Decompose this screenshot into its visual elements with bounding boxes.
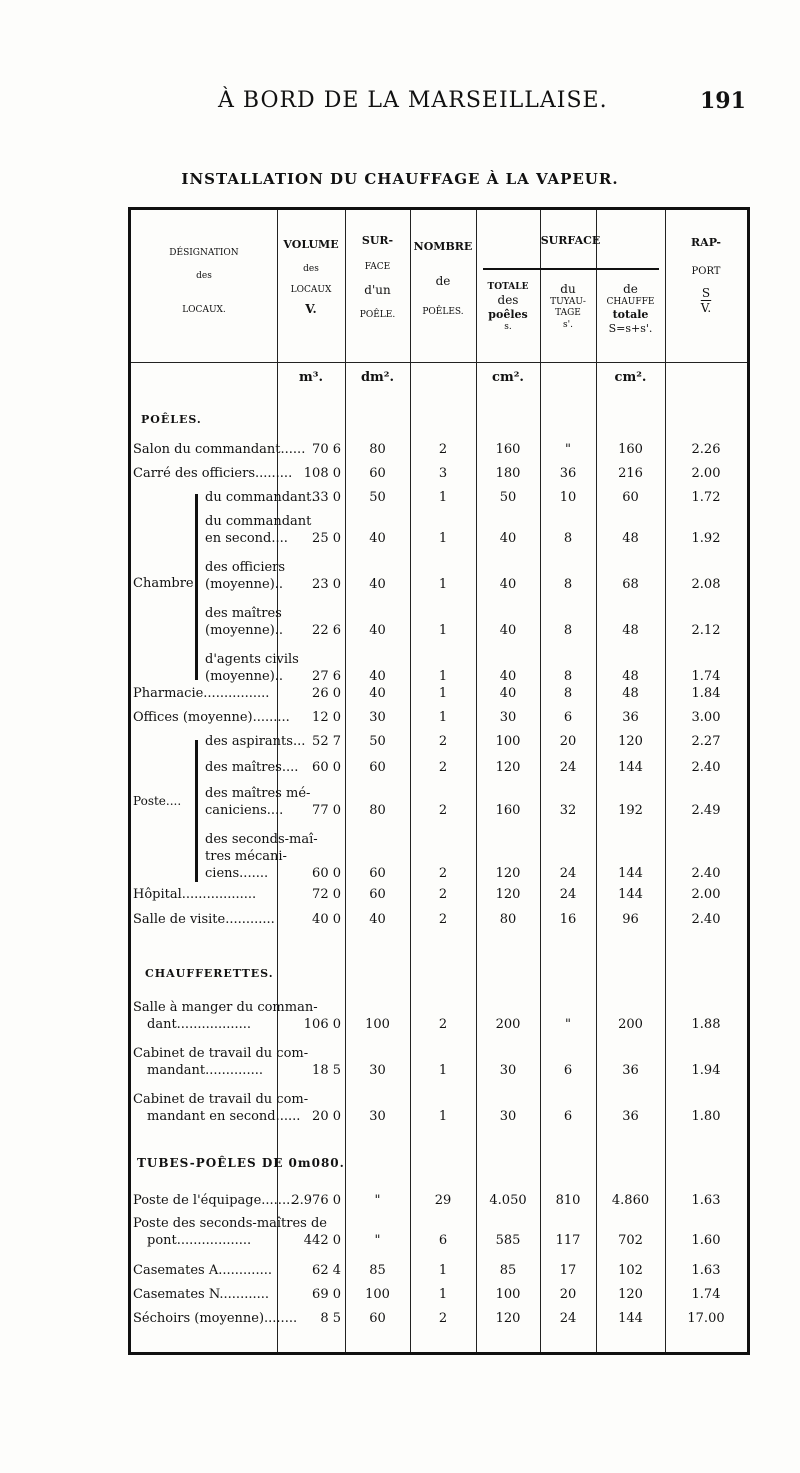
cell-n: 1 — [438, 1063, 448, 1078]
brace-label-poste: Poste.... — [133, 794, 182, 808]
cell-n: 1 — [438, 577, 448, 592]
cell-v: 60 0 — [312, 760, 341, 775]
cell-r: 2.00 — [691, 887, 721, 902]
cell-c: 144 — [618, 866, 643, 881]
cell-n: 2 — [438, 912, 448, 927]
cell-f: 60 — [369, 1311, 386, 1326]
cell-t: 6 — [563, 710, 573, 725]
cell-t: 10 — [559, 490, 577, 505]
cell-f: 40 — [369, 669, 386, 684]
cell-n: 1 — [438, 669, 448, 684]
cell-c: 4.860 — [611, 1193, 650, 1208]
header-rapport: RAP- PORT S V. — [691, 236, 721, 316]
cell-r: 2.27 — [691, 734, 721, 749]
cell-v: 8 5 — [320, 1311, 341, 1326]
cell-n: 2 — [438, 734, 448, 749]
cell-c: 160 — [618, 442, 643, 457]
cell-v: 20 0 — [312, 1109, 341, 1124]
cell-c: 120 — [618, 1287, 643, 1302]
cell-f: 80 — [369, 442, 386, 457]
cell-r: 1.88 — [691, 1017, 721, 1032]
cell-n: 6 — [438, 1233, 448, 1248]
cell-s: 120 — [495, 866, 521, 881]
row-label: mandant en second...... — [147, 1109, 301, 1124]
cell-r: 1.74 — [691, 1287, 721, 1302]
cell-t: 32 — [559, 803, 577, 818]
cell-t: 17 — [559, 1263, 577, 1278]
row-label: des aspirants... — [205, 734, 306, 749]
cell-s: 30 — [499, 710, 517, 725]
cell-n: 2 — [438, 760, 448, 775]
cell-c: 192 — [618, 803, 643, 818]
cell-t: 24 — [559, 760, 577, 775]
row-label: des maîtres — [205, 606, 282, 621]
cell-v: 2.976 0 — [291, 1193, 341, 1208]
cell-n: 1 — [438, 490, 448, 505]
cell-f: " — [374, 1193, 381, 1208]
cell-v: 60 0 — [312, 866, 341, 881]
cell-n: 2 — [438, 866, 448, 881]
cell-s: 40 — [499, 577, 517, 592]
cell-t: " — [565, 1017, 571, 1032]
row-label: Casemates N............ — [133, 1287, 269, 1302]
cell-c: 48 — [622, 669, 639, 684]
header-designation: DÉSIGNATION des LOCAUX. — [169, 248, 239, 315]
cell-c: 48 — [622, 686, 639, 701]
header-surface-poele: SUR- FACE d'un POÊLE. — [359, 234, 396, 320]
cell-f: 60 — [369, 887, 386, 902]
cell-v: 40 0 — [312, 912, 341, 927]
cell-s: 40 — [499, 623, 517, 638]
cell-c: 36 — [622, 1109, 639, 1124]
cell-c: 36 — [622, 1063, 639, 1078]
cell-n: 1 — [438, 531, 448, 546]
section-poeles: POÊLES. — [141, 413, 202, 426]
row-label: Salon du commandant...... — [133, 442, 306, 457]
cell-c: 144 — [618, 760, 643, 775]
row-label: du commandant. — [205, 490, 316, 505]
cell-v: 33 0 — [312, 490, 341, 505]
cell-c: 60 — [622, 490, 639, 505]
brace-chambre — [195, 494, 198, 680]
cell-t: 8 — [563, 531, 573, 546]
cell-r: 1.80 — [691, 1109, 721, 1124]
cell-f: 40 — [369, 531, 386, 546]
cell-s: 4.050 — [489, 1193, 527, 1208]
cell-c: 702 — [618, 1233, 643, 1248]
cell-v: 18 5 — [312, 1063, 341, 1078]
row-label: Poste des seconds-maîtres de — [133, 1216, 328, 1231]
cell-c: 216 — [618, 466, 643, 481]
section-tubes: TUBES-POÊLES DE 0m080. — [137, 1156, 345, 1170]
cell-t: " — [565, 442, 571, 457]
row-label: pont.................. — [147, 1233, 252, 1248]
header-chauffe: de CHAUFFE totale S=s+s'. — [606, 282, 655, 335]
header-tuyautage: du TUYAU- TAGE s'. — [550, 282, 586, 330]
cell-t: 36 — [559, 466, 577, 481]
unit-surface-poele: dm². — [360, 370, 395, 385]
cell-r: 1.92 — [691, 531, 721, 546]
cell-f: 80 — [369, 803, 386, 818]
cell-n: 2 — [438, 442, 448, 457]
running-title: À BORD DE LA MARSEILLAISE. — [218, 88, 608, 113]
cell-n: 2 — [438, 887, 448, 902]
cell-s: 40 — [499, 669, 517, 684]
cell-s: 100 — [495, 734, 521, 749]
cell-t: 20 — [559, 734, 577, 749]
cell-r: 2.40 — [691, 866, 721, 881]
cell-f: 60 — [369, 760, 386, 775]
cell-n: 29 — [434, 1193, 452, 1208]
cell-t: 8 — [563, 669, 573, 684]
cell-c: 144 — [618, 1311, 643, 1326]
cell-r: 2.12 — [691, 623, 721, 638]
cell-f: 40 — [369, 686, 386, 701]
cell-v: 12 0 — [312, 710, 341, 725]
row-label: tres mécani- — [205, 849, 287, 864]
row-label: en second.... — [205, 531, 288, 546]
cell-s: 30 — [499, 1109, 517, 1124]
cell-f: 40 — [369, 577, 386, 592]
cell-r: 2.49 — [691, 803, 721, 818]
cell-r: 2.26 — [691, 442, 721, 457]
header-rule — [131, 362, 747, 363]
cell-v: 77 0 — [312, 803, 341, 818]
cell-t: 24 — [559, 866, 577, 881]
cell-v: 26 0 — [312, 686, 341, 701]
row-label: des maîtres mé- — [205, 786, 311, 801]
cell-t: 6 — [563, 1109, 573, 1124]
cell-s: 40 — [499, 531, 517, 546]
cell-f: 40 — [369, 623, 386, 638]
cell-r: 2.08 — [691, 577, 721, 592]
cell-n: 1 — [438, 623, 448, 638]
cell-n: 2 — [438, 803, 448, 818]
unit-volume: m³. — [299, 370, 323, 385]
cell-v: 25 0 — [312, 531, 341, 546]
section-chaufferettes: CHAUFFERETTES. — [145, 967, 274, 980]
cell-v: 106 0 — [303, 1017, 341, 1032]
row-label: dant.................. — [147, 1017, 252, 1032]
row-label: ciens....... — [205, 866, 269, 881]
cell-s: 585 — [495, 1233, 521, 1248]
cell-c: 36 — [622, 710, 639, 725]
cell-v: 69 0 — [312, 1287, 341, 1302]
cell-s: 30 — [499, 1063, 517, 1078]
cell-s: 80 — [499, 912, 517, 927]
cell-f: 50 — [369, 734, 386, 749]
cell-s: 50 — [499, 490, 517, 505]
cell-t: 24 — [559, 1311, 577, 1326]
row-label: Casemates A............. — [133, 1263, 272, 1278]
cell-s: 120 — [495, 760, 521, 775]
cell-v: 22 6 — [312, 623, 341, 638]
header-surface-group: SURFACE — [540, 234, 601, 247]
row-label: Offices (moyenne)......... — [133, 710, 290, 725]
cell-v: 23 0 — [312, 577, 341, 592]
page-header — [0, 88, 800, 120]
cell-c: 102 — [618, 1263, 643, 1278]
cell-f: 60 — [369, 466, 386, 481]
cell-n: 3 — [438, 466, 448, 481]
cell-s: 160 — [495, 803, 521, 818]
cell-c: 96 — [622, 912, 639, 927]
cell-r: 3.00 — [691, 710, 721, 725]
cell-r: 1.72 — [691, 490, 721, 505]
cell-r: 17.00 — [687, 1311, 725, 1326]
cell-t: 8 — [563, 623, 573, 638]
cell-c: 48 — [622, 531, 639, 546]
row-label: Hôpital.................. — [133, 887, 257, 902]
cell-s: 180 — [495, 466, 521, 481]
cell-n: 1 — [438, 1287, 448, 1302]
row-label: Poste de l'équipage........ — [133, 1193, 295, 1208]
cell-n: 1 — [438, 686, 448, 701]
cell-s: 40 — [499, 686, 517, 701]
cell-r: 1.94 — [691, 1063, 721, 1078]
column-rule — [665, 210, 666, 1352]
table-title: INSTALLATION DU CHAUFFAGE À LA VAPEUR. — [181, 170, 619, 188]
row-label: Salle de visite............ — [133, 912, 275, 927]
row-label: Carré des officiers......... — [133, 466, 293, 481]
cell-t: 24 — [559, 887, 577, 902]
cell-f: 85 — [369, 1263, 386, 1278]
data-table — [128, 207, 750, 1355]
cell-n: 1 — [438, 1263, 448, 1278]
cell-t: 810 — [555, 1193, 581, 1208]
cell-f: " — [374, 1233, 381, 1248]
row-label: des maîtres.... — [205, 760, 299, 775]
row-label: du commandant — [205, 514, 312, 529]
cell-r: 2.40 — [691, 760, 721, 775]
cell-f: 60 — [369, 866, 386, 881]
cell-v: 62 4 — [312, 1263, 341, 1278]
cell-c: 120 — [618, 734, 643, 749]
cell-t: 20 — [559, 1287, 577, 1302]
row-label: (moyenne).. — [205, 669, 284, 684]
cell-v: 442 0 — [303, 1233, 341, 1248]
cell-r: 1.63 — [691, 1263, 721, 1278]
cell-n: 2 — [438, 1017, 448, 1032]
cell-f: 50 — [369, 490, 386, 505]
header-nombre: NOMBRE de POÊLES. — [413, 240, 473, 317]
cell-v: 52 7 — [312, 734, 341, 749]
surface-brace — [483, 268, 659, 270]
cell-v: 108 0 — [303, 466, 341, 481]
row-label: des officiers — [205, 560, 286, 575]
cell-c: 68 — [622, 577, 639, 592]
cell-r: 2.00 — [691, 466, 721, 481]
cell-s: 200 — [495, 1017, 521, 1032]
column-rule — [540, 210, 541, 1352]
cell-f: 100 — [365, 1287, 390, 1302]
cell-t: 6 — [563, 1063, 573, 1078]
unit-chauffe: cm². — [614, 370, 647, 385]
cell-f: 40 — [369, 912, 386, 927]
cell-s: 160 — [495, 442, 521, 457]
cell-r: 1.84 — [691, 686, 721, 701]
row-label: mandant.............. — [147, 1063, 263, 1078]
cell-n: 2 — [438, 1311, 448, 1326]
cell-s: 100 — [495, 1287, 521, 1302]
row-label: caniciens.... — [205, 803, 284, 818]
cell-c: 144 — [618, 887, 643, 902]
cell-t: 8 — [563, 686, 573, 701]
cell-n: 1 — [438, 710, 448, 725]
row-label: (moyenne).. — [205, 577, 284, 592]
cell-f: 100 — [365, 1017, 390, 1032]
row-label: Cabinet de travail du com- — [133, 1092, 309, 1107]
cell-s: 120 — [495, 887, 521, 902]
cell-v: 72 0 — [312, 887, 341, 902]
cell-t: 117 — [555, 1233, 581, 1248]
cell-s: 120 — [495, 1311, 521, 1326]
cell-v: 27 6 — [312, 669, 341, 684]
cell-c: 48 — [622, 623, 639, 638]
row-label: d'agents civils — [205, 652, 299, 667]
row-label: (moyenne).. — [205, 623, 284, 638]
cell-c: 200 — [618, 1017, 643, 1032]
cell-r: 1.60 — [691, 1233, 721, 1248]
cell-n: 1 — [438, 1109, 448, 1124]
cell-f: 30 — [369, 1063, 386, 1078]
cell-v: 70 6 — [312, 442, 341, 457]
cell-r: 1.63 — [691, 1193, 721, 1208]
cell-s: 85 — [499, 1263, 517, 1278]
cell-t: 16 — [559, 912, 577, 927]
brace-poste — [195, 740, 198, 882]
cell-f: 30 — [369, 710, 386, 725]
cell-t: 8 — [563, 577, 573, 592]
row-label: Pharmacie................ — [133, 686, 270, 701]
row-label: Séchoirs (moyenne)........ — [133, 1311, 298, 1326]
brace-label-chambre: Chambre — [133, 576, 194, 591]
cell-r: 2.40 — [691, 912, 721, 927]
page-number: 191 — [700, 88, 746, 114]
column-rule — [410, 210, 411, 1352]
header-totale: TOTALE des poêles s. — [487, 282, 529, 332]
header-volume: VOLUME des LOCAUX V. — [283, 238, 339, 317]
row-label: Cabinet de travail du com- — [133, 1046, 309, 1061]
cell-f: 30 — [369, 1109, 386, 1124]
cell-r: 1.74 — [691, 669, 721, 684]
row-label: Salle à manger du comman- — [133, 1000, 318, 1015]
unit-totale: cm². — [492, 370, 524, 385]
row-label: des seconds-maî- — [205, 832, 318, 847]
